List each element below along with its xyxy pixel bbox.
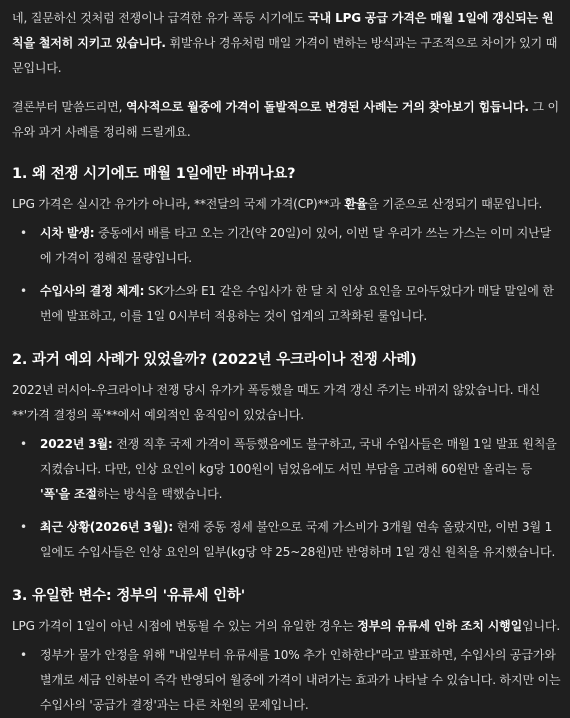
section-3-list [12, 643, 562, 718]
section-1-list [12, 221, 562, 329]
bold-text: 최근 상황(2026년 3월): [40, 520, 174, 534]
section-heading-1: 1. 왜 전쟁 시기에도 매월 1일에만 바뀌나요? [12, 166, 296, 182]
text: 중동에서 배를 타고 오는 기간(약 20일)이 있어, 이번 달 우리가 쓰는 가스는 이미 지난달에 가격이 정해진 물량입니다. [40, 226, 552, 265]
bold-text: 수입사의 결정 체계: [40, 284, 145, 298]
text: 네, 질문하신 것처럼 전쟁이나 급격한 유가 폭등 시기에도 [12, 11, 309, 25]
text: 입니다. [522, 619, 561, 633]
intro-paragraph-1 [12, 6, 562, 81]
section-heading-2: 2. 과거 예외 사례가 있었을까? (2022년 우크라이나 전쟁 사례) [12, 352, 417, 368]
section-3-lead [12, 614, 562, 639]
text: 결론부터 말씀드리면, [12, 100, 126, 114]
intro-paragraph-2 [12, 95, 562, 145]
bold-text: 국내 LPG 공급 가격은 매월 1일에 갱신되는 원칙을 철저히 지키고 있습니다. [12, 11, 554, 50]
bold-text: 역사적으로 월중에 가격이 돌발적으로 변경된 사례는 거의 찾아보기 힘듭니다. [125, 100, 529, 114]
text: 을 기준으로 산정되기 때문입니다. [367, 197, 543, 211]
section-heading-3: 3. 유일한 변수: 정부의 '유류세 인하' [12, 588, 246, 604]
list-item [12, 279, 562, 329]
section-2-list [12, 432, 562, 565]
text: LPG 가격은 실시간 유가가 아니라, **전달의 국제 가격(CP)**과 [12, 197, 345, 211]
response-content [0, 6, 570, 712]
text: SK가스와 E1 같은 수입사가 한 달 치 인상 요인을 모아두었다가 매달 말일에 한 번에 발표하고, 이를 1일 0시부터 적용하는 것이 업계의 고착화된 룰입니다. [40, 284, 554, 323]
text: 그 이유와 과거 사례를 정리해 드릴게요. [12, 100, 559, 139]
list-item [12, 515, 562, 565]
bold-text: 2022년 3월: [40, 437, 113, 451]
text: 정부가 물가 안정을 위해 "내일부터 유류세를 10% 추가 인하한다"라고 발표하면, 수입사의 공급가와 별개로 세금 인하분이 즉각 반영되어 월중에 가격이 내려가는 효과가 나타날 수 있습니다. 하지만 이는 수입사의 '공급가 결정'과는 다른 차원의 문제입니다. [40, 648, 561, 712]
text: 휘발유나 경유처럼 매일 가격이 변하는 방식과는 구조적으로 차이가 있기 때문입니다. [12, 36, 558, 75]
bold-text: '폭'을 조절 [40, 487, 97, 501]
list-item [12, 643, 562, 718]
list-item [12, 432, 562, 507]
bold-text: 정부의 유류세 인하 조치 시행일 [357, 619, 523, 633]
section-1-lead [12, 192, 562, 217]
section-2-lead: 2022년 러시아-우크라이나 전쟁 당시 유가가 폭등했을 때도 가격 갱신 주기는 바뀌지 않았습니다. 대신 **'가격 결정의 폭'**에서 예외적인 움직임이 있었습니다. [12, 383, 540, 422]
text: 하는 방식을 택했습니다. [96, 487, 223, 501]
bold-text: 환율 [344, 197, 368, 211]
text: LPG 가격이 1일이 아닌 시점에 변동될 수 있는 거의 유일한 경우는 [12, 619, 358, 633]
bold-text: 시차 발생: [40, 226, 95, 240]
text: 현재 중동 정세 불안으로 국제 가스비가 3개월 연속 올랐지만, 이번 3월 1일에도 수입사들은 인상 요인의 일부(kg당 약 25~28원)만 반영하며 1일 갱신 원칙을 유지했습니다. [40, 520, 556, 559]
list-item [12, 221, 562, 271]
text: 전쟁 직후 국제 가격이 폭등했음에도 불구하고, 국내 수입사들은 매월 1일 발표 원칙을 지켰습니다. 다만, 인상 요인이 kg당 100원이 넘었음에도 서민 부담을 고려해 60원만 올리는 등 [40, 437, 557, 476]
